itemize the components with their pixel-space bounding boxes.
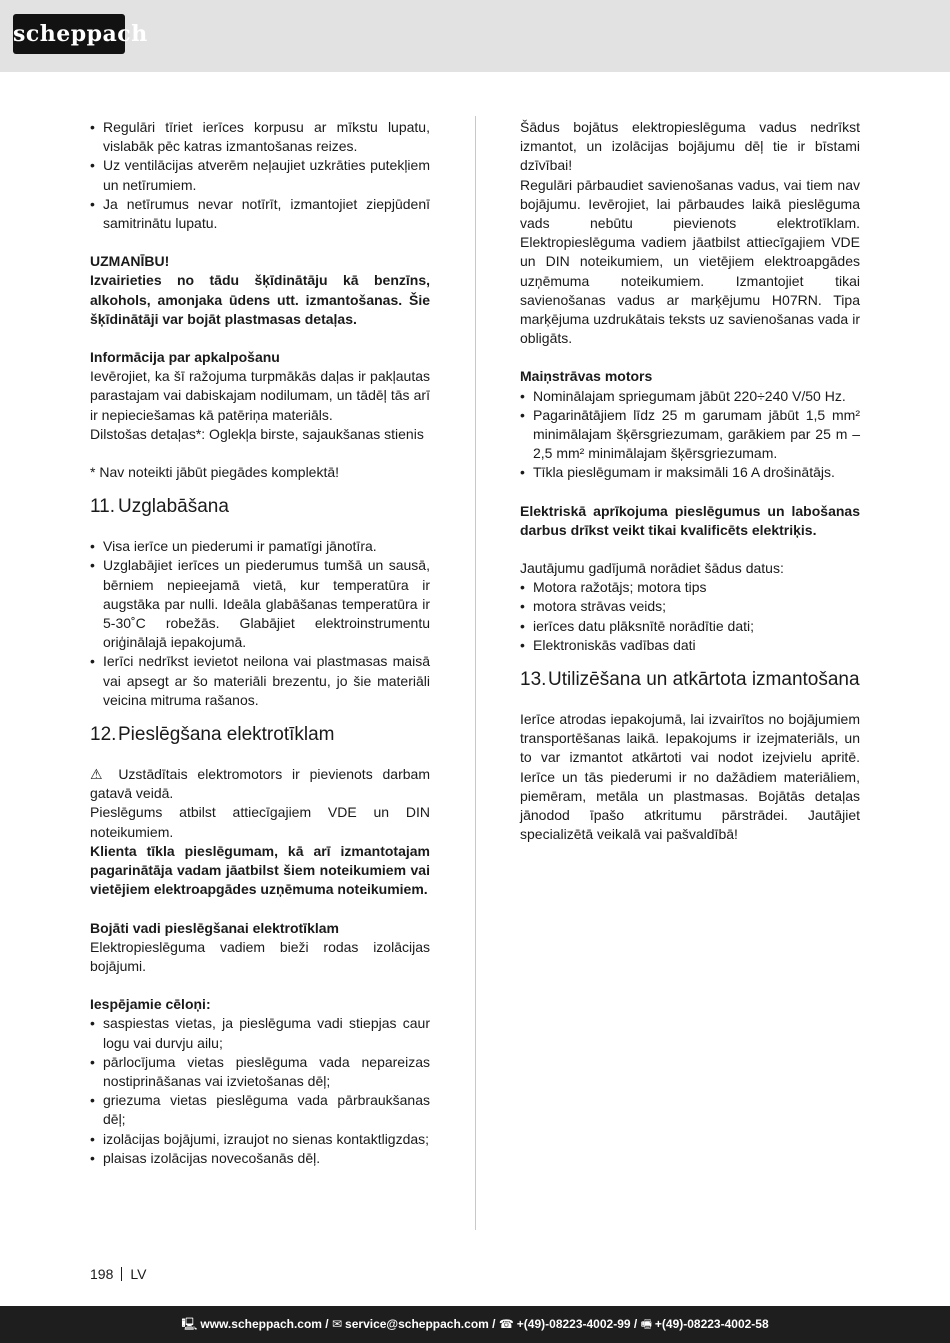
section-number: 13. — [520, 669, 547, 691]
regulation-bold-text: Klienta tīkla pieslēgumam, kā arī izmantotajam pagarinātāja vadam jāatbilst šiem noteikumiem vai vietējiem elektroapgādes uzņēmuma noteikumiem. — [90, 842, 430, 898]
computer-icon: 🖳 — [181, 1317, 198, 1331]
service-title: Informācija par apkalpošanu — [90, 349, 280, 366]
right-column — [520, 118, 860, 845]
connection-text: Pieslēgums atbilst attiecīgajiem VDE un DIN noteikumiem. — [90, 804, 430, 840]
left-column — [90, 118, 430, 1168]
questions-intro: Jautājumu gadījumā norādiet šādus datus: — [520, 560, 784, 577]
list-item: • motora strāvas veids; — [520, 597, 860, 616]
list-item: • ierīces datu plāksnītē norādītie dati; — [520, 617, 860, 636]
column-divider — [475, 116, 476, 1230]
wear-parts-text: Dilstošas detaļas*: Oglekļa birste, sajaukšanas stienis — [90, 425, 424, 442]
page-footer: 🖳 www.scheppach.com / ✉ service@scheppach.com / ☎ +(49)-08223-4002-99 / 🖷 +(49)-08223-4002-58 — [0, 1306, 950, 1343]
storage-list — [90, 537, 430, 710]
danger-text: Šādus bojātus elektropieslēguma vadus nedrīkst izmantot, un izolācijas bojājumu dēļ tie ir bīstami dzīvībai! — [520, 119, 860, 174]
disposal-text: Ierīce atrodas iepakojumā, lai izvairītos no bojājumiem transportēšanas laikā. Iepakojums ir izejmateriāls, un to var izmantot atkārtoti vai nodot izejvielu apritē. Ierīce un tās piederumi ir no dažādiem materiāliem, piemēram, metāla un plastmasas. Bojātās detaļas jānodod īpašo atkritumu pārstrādei. Jautājiet specializētā veikalā vai pašvaldībā! — [520, 711, 860, 843]
scheppach-logo: scheppach — [13, 14, 125, 54]
damaged-cables-text: Elektropieslēguma vadiem bieži rodas izolācijas bojājumi. — [90, 938, 430, 974]
page-number: 198 — [90, 1266, 114, 1282]
section-title: Pieslēgšana elektrotīklam — [118, 724, 335, 746]
list-item: • saspiestas vietas, ja pieslēguma vadi stiepjas caur logu vai durvju ailu; — [90, 1014, 430, 1052]
ac-motor-list — [520, 387, 860, 483]
list-item: • griezuma vietas pieslēguma vada pārbraukšanas dēļ; — [90, 1091, 430, 1129]
list-item: • plaisas izolācijas novecošanās dēļ. — [90, 1149, 430, 1168]
service-text: Ievērojiet, ka šī ražojuma turpmākās daļas ir pakļautas parastajam vai dabiskajam nodilumam, un tādēļ tās arī ir nepieciešamas kā patēriņa materiāls. — [90, 368, 430, 423]
footer-phone: +(49)-08223-4002-99 — [516, 1317, 631, 1331]
list-item: • Uz ventilācijas atverēm neļaujiet uzkrāties putekļiem un netīrumiem. — [90, 156, 430, 194]
list-item: • Nominālajam spriegumam jābūt 220÷240 V/50 Hz. — [520, 387, 860, 406]
list-item: • Motora ražotājs; motora tips — [520, 578, 860, 597]
footnote: * Nav noteikti jābūt piegādes komplektā! — [90, 464, 340, 481]
footer-fax: +(49)-08223-4002-58 — [654, 1317, 769, 1331]
warning-text: Izvairieties no tādu šķīdinātāju kā benzīns, alkohols, amonjaka ūdens utt. izmantošanas. Šie šķīdinātāji var bojāt plastmasas detaļas. — [90, 272, 430, 327]
list-item: • Visa ierīce un piederumi ir pamatīgi jānotīra. — [90, 537, 430, 556]
list-item: • izolācijas bojājumi, izraujot no sienas kontaktligzdas; — [90, 1130, 430, 1149]
causes-title: Iespējamie cēloņi: — [90, 996, 211, 1013]
list-item: • Pagarinātājiem līdz 25 m garumam jābūt 1,5 mm² minimālajam šķērsgriezumam, garākiem par 25 m – 2,5 mm² minimālajam šķērsgriezumam. — [520, 406, 860, 464]
electrician-bold-text: Elektriskā aprīkojuma pieslēgumus un labošanas darbus drīkst veikt tikai kvalificēts elektriķis. — [520, 502, 860, 538]
page-header — [0, 0, 950, 72]
section-title: Utilizēšana un atkārtota izmantošana — [548, 669, 860, 691]
warning-title: UZMANĪBU! — [90, 253, 170, 270]
inspection-text: Regulāri pārbaudiet savienošanas vadus, vai tiem nav bojājumu. Ievērojiet, lai pārbaudes laikā pieslēguma vads nebūtu pievienots elektrotīklam. Elektropieslēguma vadiem jāatbilst attiecīgajiem VDE un DIN noteikumiem, un vietējiem elektroapgādes uzņēmuma noteikumiem. Izmantojiet tikai savienošanas vadus ar marķējumu H07RN. Tipa marķējuma uzdrukātais teksts uz savienošanas vada ir obligāts. — [520, 176, 860, 347]
fax-icon: 🖷 — [640, 1317, 652, 1331]
page-language: LV — [130, 1266, 147, 1282]
causes-list — [90, 1014, 430, 1168]
section-number: 11. — [90, 496, 116, 518]
list-item: • Ierīci nedrīkst ievietot neilona vai plastmasas maisā vai apsegt ar šo materiāli brezentu, jo šie materiāli veicina mitruma rašanos. — [90, 652, 430, 710]
email-icon: ✉ — [331, 1317, 343, 1331]
section-11-heading — [90, 497, 430, 517]
phone-icon: ☎ — [498, 1317, 514, 1331]
section-12-heading — [90, 725, 430, 745]
motor-text: ⚠ Uzstādītais elektromotors ir pievienots darbam gatavā veidā. — [90, 766, 430, 802]
list-item: • Ja netīrumus nevar notīrīt, izmantojiet ziepjūdenī samitrinātu lupatu. — [90, 195, 430, 233]
footer-web[interactable]: www.scheppach.com — [200, 1317, 322, 1331]
cleaning-list — [90, 118, 430, 233]
damaged-cables-title: Bojāti vadi pieslēgšanai elektrotīklam — [90, 919, 339, 936]
footer-email[interactable]: service@scheppach.com — [345, 1317, 489, 1331]
list-item: • Tīkla pieslēgumam ir maksimāli 16 A drošinātājs. — [520, 463, 860, 482]
page-number-area — [90, 1266, 146, 1282]
section-title: Uzglabāšana — [118, 496, 229, 518]
section-13-heading — [520, 670, 860, 690]
questions-list — [520, 578, 860, 655]
section-number: 12. — [90, 724, 117, 746]
list-item: • Uzglabājiet ierīces un piederumus tumšā un sausā, bērniem nepieejamā vietā, kur temperatūra ir augstāka par nulli. Ideāla glabāšanas temperatūra ir 5-30˚C robežās. Glabājiet elektroinstrumentu oriģinālajā iepakojumā. — [90, 556, 430, 652]
ac-motor-title: Maiņstrāvas motors — [520, 368, 653, 385]
list-item: • pārlocījuma vietas pieslēguma vada nepareizas nostiprināšanas vai izvietošanas dēļ; — [90, 1053, 430, 1091]
list-item: • Elektroniskās vadības dati — [520, 636, 860, 655]
list-item: • Regulāri tīriet ierīces korpusu ar mīkstu lupatu, vislabāk pēc katras izmantošanas reizes. — [90, 118, 430, 156]
